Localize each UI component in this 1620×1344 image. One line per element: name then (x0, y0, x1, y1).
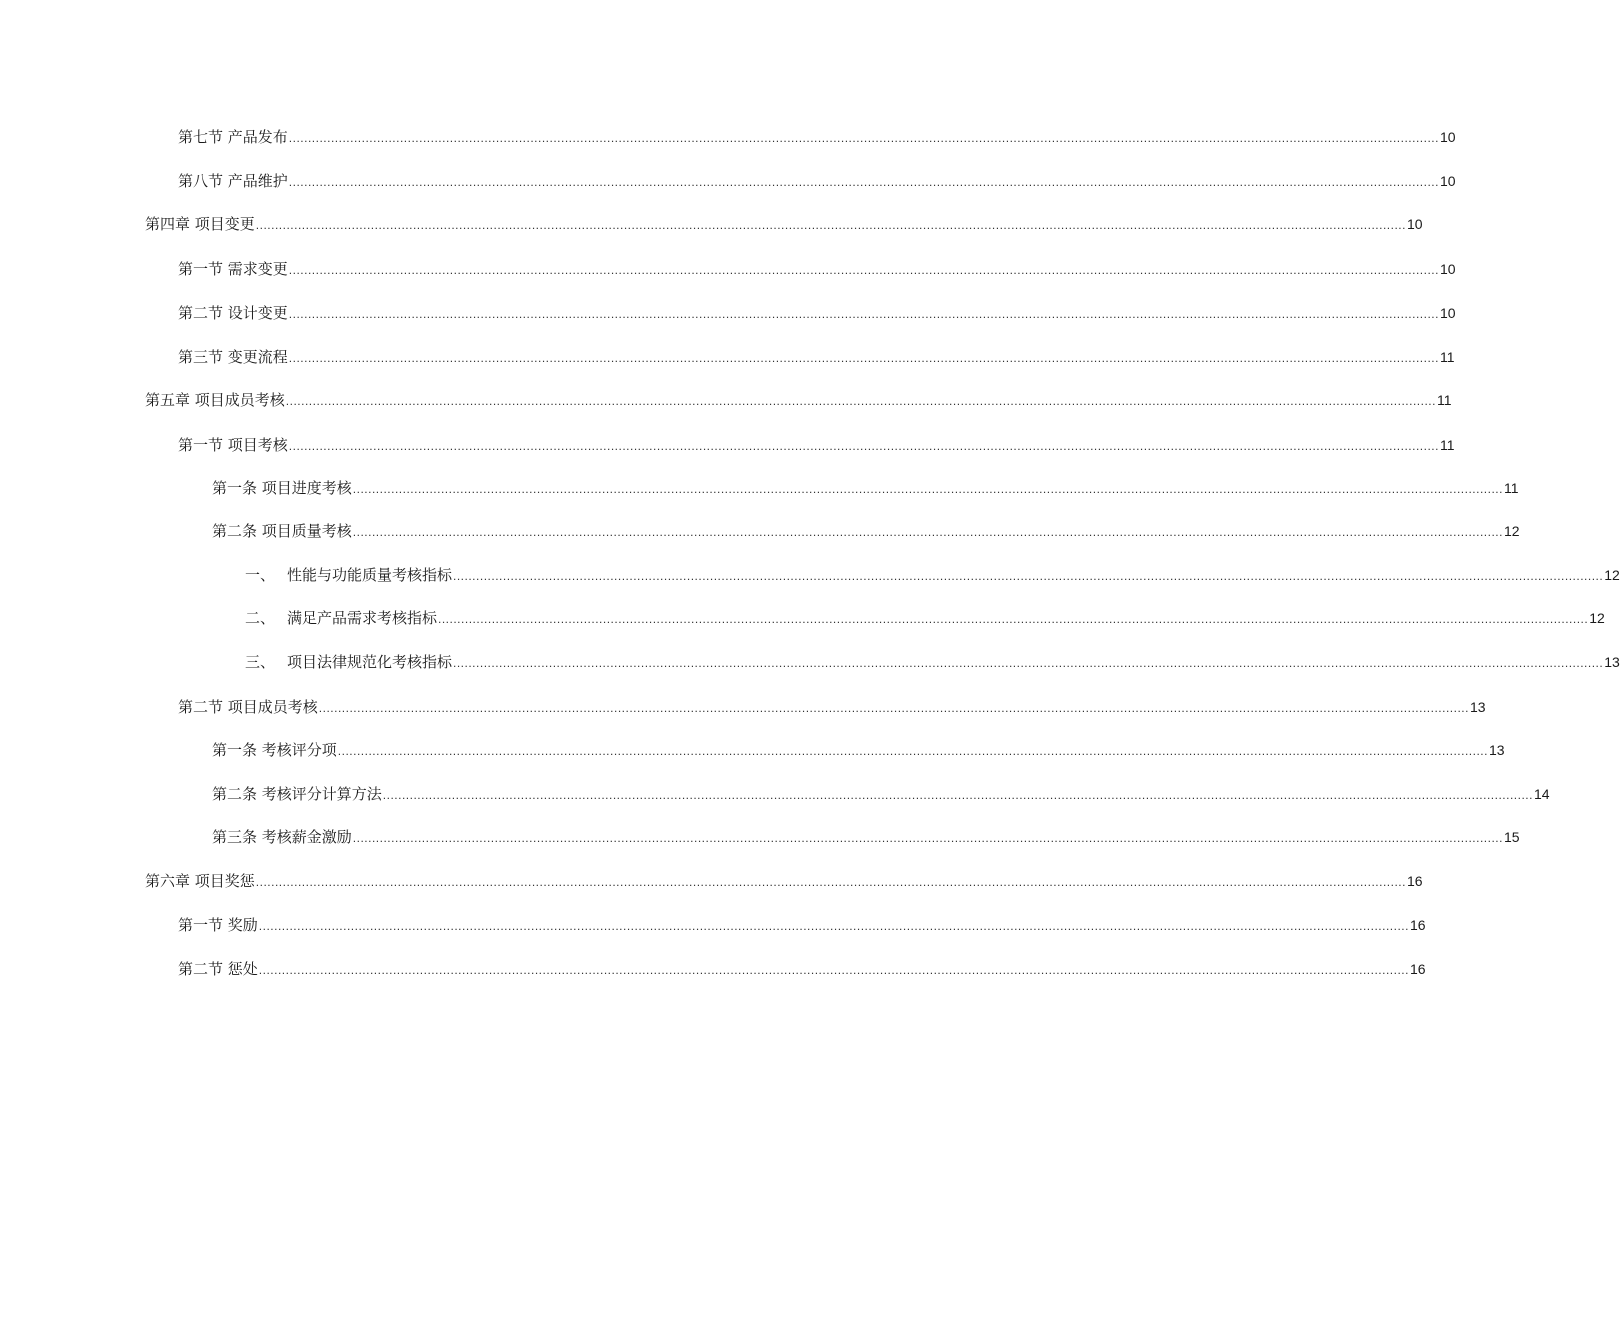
dot-leader: ............................................................................................................................................................................................................................................................................................................ (438, 612, 1589, 626)
toc-entry[interactable] (178, 347, 1455, 368)
toc-entry[interactable] (245, 652, 1620, 673)
dot-leader: ............................................................................................................................................................................................................................................................................................................ (288, 307, 1439, 321)
toc-entry[interactable] (178, 127, 1456, 148)
toc-entry[interactable] (145, 390, 1452, 411)
toc-page-number: 10 (1439, 129, 1456, 145)
dot-leader: ............................................................................................................................................................................................................................................................................................................ (337, 744, 1488, 758)
dot-leader: ............................................................................................................................................................................................................................................................................................................ (288, 351, 1439, 365)
toc-entry-title: 第三条 考核薪金激励 (212, 828, 352, 846)
toc-entry-title: 第七节 产品发布 (178, 128, 288, 146)
toc-page-number: 11 (1503, 480, 1519, 496)
toc-entry-title: 满足产品需求考核指标 (287, 609, 438, 627)
toc-entry[interactable] (245, 608, 1605, 629)
toc-page-number: 16 (1406, 873, 1423, 889)
toc-entry[interactable] (212, 478, 1519, 499)
toc-entry-title: 第二节 设计变更 (178, 304, 288, 322)
toc-entry-title: 第一节 项目考核 (178, 436, 288, 454)
dot-leader: ............................................................................................................................................................................................................................................................................................................ (352, 831, 1503, 845)
toc-entry-title: 第一节 奖励 (178, 916, 258, 934)
toc-entry[interactable] (212, 521, 1520, 542)
toc-entry[interactable] (178, 259, 1456, 280)
toc-page-number: 10 (1439, 173, 1456, 189)
toc-entry[interactable] (178, 171, 1456, 192)
toc-entry[interactable] (145, 871, 1423, 892)
dot-leader: ............................................................................................................................................................................................................................................................................................................ (382, 788, 1533, 802)
toc-page-number: 10 (1406, 216, 1423, 232)
toc-entry-title: 项目法律规范化考核指标 (287, 653, 453, 671)
toc-page-number: 14 (1533, 786, 1550, 802)
toc-page-number: 12 (1589, 610, 1605, 626)
toc-entry[interactable] (178, 959, 1426, 980)
dot-leader: ............................................................................................................................................................................................................................................................................................................ (453, 656, 1604, 670)
toc-entry[interactable] (178, 915, 1426, 936)
dot-leader: ............................................................................................................................................................................................................................................................................................................ (255, 875, 1406, 889)
toc-page-number: 11 (1439, 349, 1455, 365)
toc-page-number: 15 (1503, 829, 1520, 845)
dot-leader: ............................................................................................................................................................................................................................................................................................................ (288, 175, 1439, 189)
toc-page-number: 13 (1469, 699, 1486, 715)
toc-entry-title: 第一条 考核评分项 (212, 741, 337, 759)
toc-entry-title: 第八节 产品维护 (178, 172, 288, 190)
toc-entry-title: 第三节 变更流程 (178, 348, 288, 366)
toc-entry-title: 第四章 项目变更 (145, 215, 255, 233)
toc-page-number: 11 (1436, 392, 1452, 408)
toc-page-number: 12 (1604, 567, 1620, 583)
toc-entry-title: 第五章 项目成员考核 (145, 391, 285, 409)
toc-entry[interactable] (245, 565, 1620, 586)
toc-entry-title: 第二节 惩处 (178, 960, 258, 978)
toc-page-number: 12 (1503, 523, 1520, 539)
toc-page-number: 11 (1439, 437, 1455, 453)
toc-page-number: 13 (1604, 654, 1620, 670)
dot-leader: ............................................................................................................................................................................................................................................................................................................ (285, 394, 1436, 408)
toc-entry-title: 第一条 项目进度考核 (212, 479, 352, 497)
toc-entry[interactable] (212, 784, 1550, 805)
toc-entry[interactable] (178, 435, 1455, 456)
toc-entry[interactable] (178, 303, 1456, 324)
toc-entry[interactable] (212, 827, 1520, 848)
dot-leader: ............................................................................................................................................................................................................................................................................................................ (352, 482, 1503, 496)
toc-page-number: 16 (1409, 917, 1426, 933)
toc-entry[interactable] (145, 214, 1423, 235)
toc-entry[interactable] (178, 697, 1486, 718)
dot-leader: ............................................................................................................................................................................................................................................................................................................ (453, 569, 1604, 583)
toc-entry-title: 第二条 项目质量考核 (212, 522, 352, 540)
toc-entry-title: 第六章 项目奖惩 (145, 872, 255, 890)
toc-page-number: 10 (1439, 261, 1456, 277)
toc-page-number: 16 (1409, 961, 1426, 977)
toc-entry[interactable] (212, 740, 1505, 761)
toc-page-number: 13 (1488, 742, 1505, 758)
dot-leader: ............................................................................................................................................................................................................................................................................................................ (255, 218, 1406, 232)
toc-entry-title: 性能与功能质量考核指标 (287, 566, 453, 584)
dot-leader: ............................................................................................................................................................................................................................................................................................................ (318, 701, 1469, 715)
dot-leader: ............................................................................................................................................................................................................................................................................................................ (258, 919, 1409, 933)
dot-leader: ............................................................................................................................................................................................................................................................................................................ (258, 963, 1409, 977)
dot-leader: ............................................................................................................................................................................................................................................................................................................ (288, 263, 1439, 277)
dot-leader: ............................................................................................................................................................................................................................................................................................................ (288, 131, 1439, 145)
toc-item-marker: 一、 (245, 566, 276, 584)
dot-leader: ............................................................................................................................................................................................................................................................................................................ (288, 439, 1439, 453)
toc-entry-title: 第二节 项目成员考核 (178, 698, 318, 716)
toc-item-marker: 三、 (245, 653, 276, 671)
dot-leader: ............................................................................................................................................................................................................................................................................................................ (352, 525, 1503, 539)
toc-item-marker: 二、 (245, 609, 276, 627)
toc-entry-title: 第二条 考核评分计算方法 (212, 785, 382, 803)
toc-entry-title: 第一节 需求变更 (178, 260, 288, 278)
toc-page-number: 10 (1439, 305, 1456, 321)
